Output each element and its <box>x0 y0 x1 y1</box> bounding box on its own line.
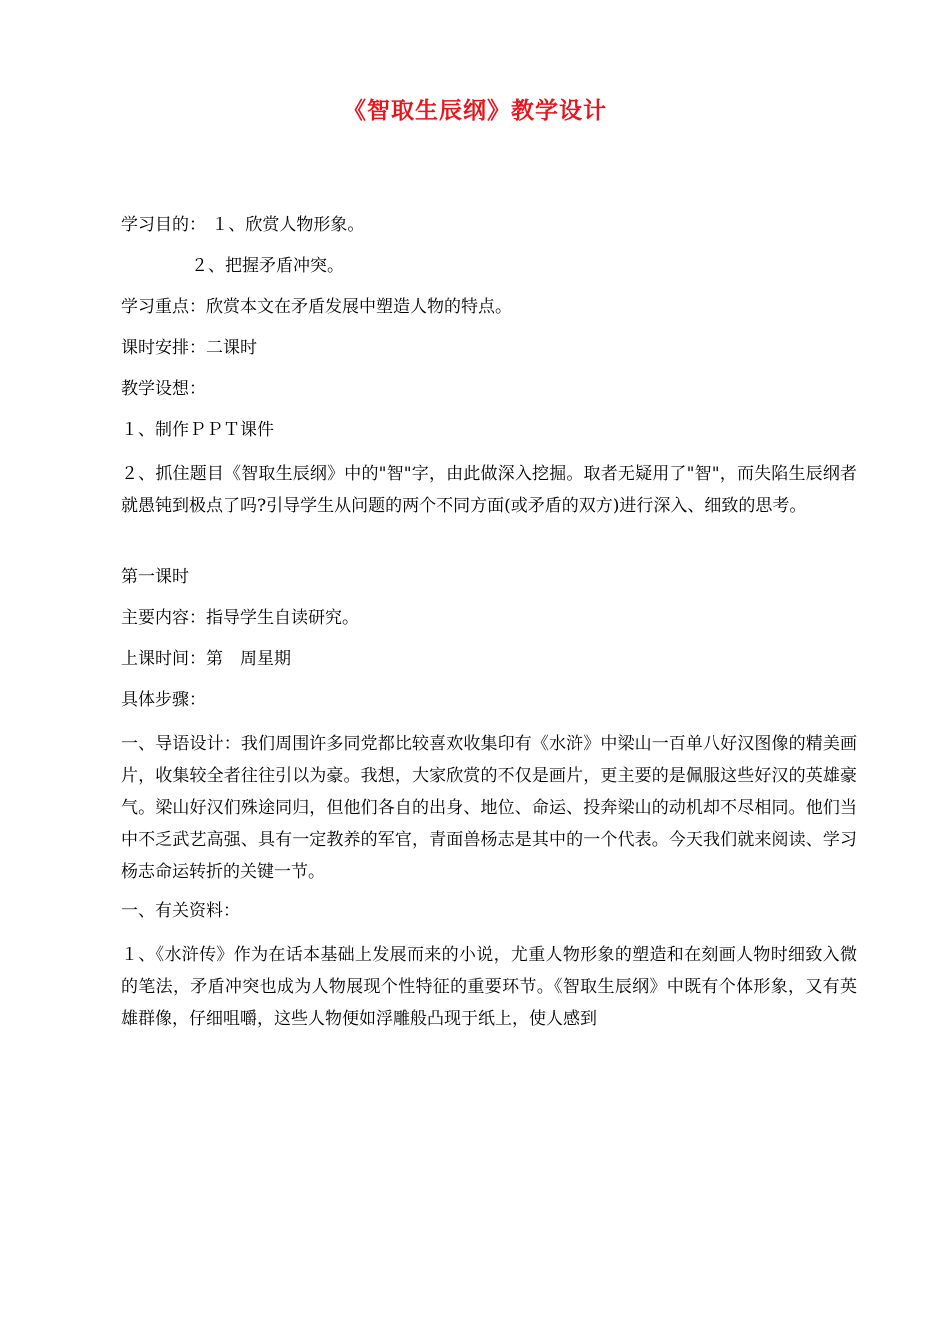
lesson1-intro: 一、导语设计：我们周围许多同党都比较喜欢收集印有《水浒》中梁山一百单八好汉图像的精美画片，收集较全者往往引以为豪。我想，大家欣赏的不仅是画片，更主要的是佩服这些好汉的英雄豪气。梁山好汉们殊途同归，但他们各自的出身、地位、命运、投奔梁山的动机却不尽相同。他们当中不乏武艺高强、具有一定教养的军官，青面兽杨志是其中的一个代表。今天我们就来阅读、学习杨志命运转折的关键一节。 <box>121 734 857 882</box>
section-spacer <box>121 532 857 564</box>
objectives-label: 学习目的： <box>121 215 206 235</box>
material-1: １、《水浒传》作为在话本基础上发展而来的小说，尤重人物形象的塑造和在刻画人物时细致入微的笔法，矛盾冲突也成为人物展现个性特征的重要环节。《智取生辰纲》中既有个体形象，又有英雄群像，仔细咀嚼，这些人物便如浮雕般凸现于纸上，使人感到 <box>121 945 857 1029</box>
key-point: 学习重点：欣赏本文在矛盾发展中塑造人物的特点。 <box>121 297 512 317</box>
objective-item-2: ２、把握矛盾冲突。 <box>191 256 344 276</box>
lesson1-heading: 第一课时 <box>121 567 189 587</box>
teaching-idea-1: １、制作ＰＰＴ课件 <box>121 420 274 440</box>
materials-heading: 一、有关资料： <box>121 901 240 921</box>
document-body <box>121 212 857 1045</box>
lesson1-content: 主要内容：指导学生自读研究。 <box>121 608 359 628</box>
document-title: 《智取生辰纲》教学设计 <box>343 97 607 124</box>
lesson1-time: 上课时间：第 周星期 <box>121 649 291 669</box>
objective-item-1: １、欣赏人物形象。 <box>211 215 365 235</box>
objectives-line <box>121 212 857 239</box>
teaching-ideas-heading: 教学设想： <box>121 379 206 399</box>
teaching-idea-2: ２、抓住题目《智取生辰纲》中的"智"字，由此做深入挖掘。取者无疑用了"智"，而失陷生辰纲者就愚钝到极点了吗?引导学生从问题的两个不同方面(或矛盾的双方)进行深入、细致的思考。 <box>121 464 857 516</box>
schedule: 课时安排：二课时 <box>121 338 257 358</box>
lesson1-steps: 具体步骤： <box>121 690 206 710</box>
